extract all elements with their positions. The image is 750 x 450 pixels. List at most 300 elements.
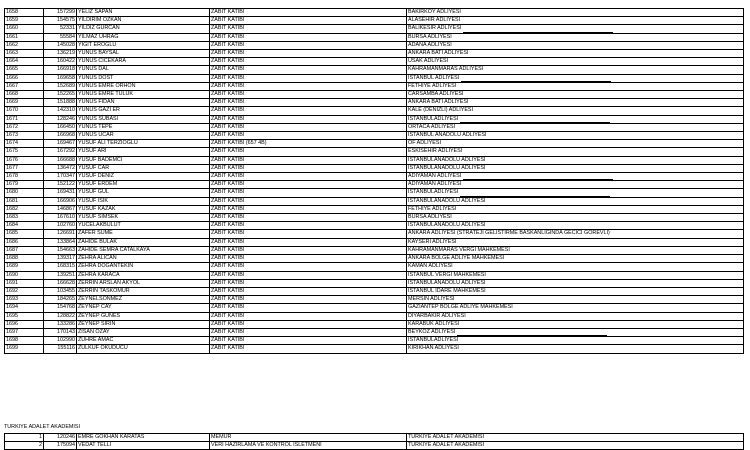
row-title-text: ZABIT KATIBI — [211, 304, 245, 311]
row-number-text: 1676 — [6, 156, 18, 163]
row-court — [407, 82, 744, 90]
table-row — [5, 230, 744, 238]
row-number — [5, 99, 44, 107]
row-sicil-text: 55584 — [60, 33, 75, 40]
row-title-text: ZABIT KATIBI — [211, 107, 245, 114]
row-sicil — [44, 230, 77, 238]
row-name-text: ZEYNELSONMEZ — [78, 296, 123, 303]
row-court-text: MERSIN ADLIYESI — [408, 296, 455, 303]
row-title — [210, 181, 407, 189]
row-title — [210, 9, 407, 17]
row-court-text: ORTACA ADLIYESI — [408, 123, 456, 130]
row-court — [407, 107, 744, 115]
row-sicil — [44, 189, 77, 197]
table-row — [5, 41, 744, 49]
row-name — [77, 345, 210, 353]
row-title — [210, 197, 407, 205]
row-number-text: 1691 — [6, 279, 18, 286]
row-sicil-text: 170143 — [57, 328, 75, 335]
row-title — [210, 205, 407, 213]
row-sicil — [44, 181, 77, 189]
row-title-text: ZABIT KATIBI — [211, 148, 245, 155]
row-title — [210, 25, 407, 33]
row-name — [77, 50, 210, 58]
row-number — [5, 33, 44, 41]
row-title — [210, 140, 407, 148]
row-name-text: ZERRIN ARSLAN AKYOL — [78, 279, 141, 286]
row-court — [407, 246, 744, 254]
row-sicil-text: 166906 — [57, 197, 75, 204]
row-name — [77, 148, 210, 156]
row-court — [407, 296, 744, 304]
row-court — [407, 66, 744, 74]
row-number-text: 1677 — [6, 164, 18, 171]
row-name-text: YUSUF ARI — [78, 148, 107, 155]
row-sicil — [44, 304, 77, 312]
row-name-text: YUNUS UCAR — [78, 132, 114, 139]
row-title-text: ZABIT KATIBI — [211, 271, 245, 278]
row-number-text: 1681 — [6, 197, 18, 204]
table-row — [5, 271, 744, 279]
row-court-text: ADANA ADLIYESI — [408, 41, 452, 48]
row-sicil-text: 166918 — [57, 66, 75, 73]
row-sicil-text: 128822 — [57, 312, 75, 319]
row-sicil-text: 133864 — [57, 238, 75, 245]
table-row — [5, 25, 744, 33]
row-title-text: ZABIT KATIBI — [211, 337, 245, 344]
row-title — [210, 442, 407, 450]
row-sicil-text: 167292 — [57, 148, 75, 155]
row-name — [77, 214, 210, 222]
row-number-text: 1689 — [6, 263, 18, 270]
row-number — [5, 66, 44, 74]
table-row — [5, 287, 744, 295]
row-title — [210, 279, 407, 287]
row-title-text: ZABIT KATIBI — [211, 58, 245, 65]
row-name-text: VEDAT TELLI — [78, 442, 112, 449]
row-sicil — [44, 337, 77, 345]
row-sicil-text: 136472 — [57, 164, 75, 171]
row-sicil-text: 136219 — [57, 50, 75, 57]
row-title — [210, 255, 407, 263]
row-sicil — [44, 33, 77, 41]
table-row — [5, 189, 744, 197]
row-title — [210, 156, 407, 164]
row-number — [5, 25, 44, 33]
row-number — [5, 74, 44, 82]
row-name — [77, 271, 210, 279]
row-sicil — [44, 320, 77, 328]
row-sicil-text: 133286 — [57, 320, 75, 327]
row-court — [407, 173, 744, 181]
row-title — [210, 287, 407, 295]
row-name — [77, 181, 210, 189]
row-number — [5, 238, 44, 246]
table-row — [5, 345, 744, 353]
row-sicil-text: 151888 — [57, 99, 75, 106]
row-number-text: 1666 — [6, 74, 18, 81]
row-number — [5, 337, 44, 345]
row-number — [5, 312, 44, 320]
row-court — [407, 156, 744, 164]
row-number-text: 1678 — [6, 173, 18, 180]
row-number — [5, 181, 44, 189]
row-number — [5, 320, 44, 328]
table-row — [5, 337, 744, 345]
personnel-table — [4, 8, 744, 354]
row-name — [77, 222, 210, 230]
blank-line — [457, 330, 607, 336]
row-number-text: 1687 — [6, 246, 18, 253]
row-name-text: YUCELAKBULUT — [78, 222, 121, 229]
row-title — [210, 50, 407, 58]
row-court — [407, 41, 744, 49]
row-sicil-text: 142310 — [57, 107, 75, 114]
row-sicil-text: 175094 — [57, 442, 75, 449]
row-sicil — [44, 271, 77, 279]
row-name-text: YELIZ SAPAN — [78, 9, 113, 15]
row-name — [77, 25, 210, 33]
row-court — [407, 181, 744, 189]
row-title — [210, 246, 407, 254]
row-title-text: ZABIT KATIBI — [211, 287, 245, 294]
row-court-text: KAHRAMANMARAS VERGI MAHKEMESI — [408, 246, 510, 253]
row-number — [5, 140, 44, 148]
row-number-text: 1673 — [6, 132, 18, 139]
row-title-text: ZABIT KATIBI — [211, 222, 245, 229]
row-number — [5, 230, 44, 238]
row-name-text: ZEHRA KARACA — [78, 271, 120, 278]
row-court-text: ISTANBULANADOLU ADLIYESI — [408, 197, 486, 204]
row-name — [77, 263, 210, 271]
row-number — [5, 17, 44, 25]
row-sicil-text: 52331 — [60, 25, 75, 32]
blank-line — [463, 174, 613, 180]
row-name — [77, 115, 210, 123]
row-sicil — [44, 91, 77, 99]
row-title — [210, 337, 407, 345]
row-name-text: YILDIRIM OZKAN — [78, 17, 122, 24]
row-sicil-text: 166450 — [57, 123, 75, 130]
row-name — [77, 82, 210, 90]
row-number-text: 1661 — [6, 33, 18, 40]
row-number-text: 1674 — [6, 140, 18, 147]
row-sicil — [44, 434, 77, 442]
row-number-text: 1698 — [6, 337, 18, 344]
row-number — [5, 328, 44, 336]
row-number-text: 1664 — [6, 58, 18, 65]
row-court-text: KAMAN ADLIYESI — [408, 263, 453, 270]
row-name-text: YUNUS CICEKARA — [78, 58, 126, 65]
row-title-text: ZABIT KATIBI — [211, 181, 245, 188]
table-row — [5, 82, 744, 90]
row-name — [77, 296, 210, 304]
row-name — [77, 328, 210, 336]
row-name-text: ZULKUF OKUDUCU — [78, 345, 128, 352]
row-court-text: ANKARA ADLIYESI (STRATEJI GELISTIRME BASKANLIGINDA GECICI GOREVLI) — [408, 230, 610, 237]
row-sicil-text: 166628 — [57, 279, 75, 286]
row-number — [5, 197, 44, 205]
row-number-text: 1684 — [6, 222, 18, 229]
table-row — [5, 107, 744, 115]
row-sicil — [44, 312, 77, 320]
row-sicil-text: 168315 — [57, 263, 75, 270]
row-court-text: KIRIKHAN ADLIYESI — [408, 345, 459, 352]
row-title — [210, 222, 407, 230]
row-title — [210, 91, 407, 99]
row-title-text: ZABIT KATIBI — [211, 197, 245, 204]
row-court — [407, 50, 744, 58]
row-title-text: ZABIT KATIBI — [211, 66, 245, 73]
row-number-text: 1690 — [6, 271, 18, 278]
row-number-text: 1680 — [6, 189, 18, 196]
row-sicil — [44, 296, 77, 304]
row-name — [77, 238, 210, 246]
table-row — [5, 304, 744, 312]
row-court-text: ALASEHIR ADLIYESI — [408, 17, 461, 24]
row-court — [407, 74, 744, 82]
row-title — [210, 345, 407, 353]
table-row — [5, 222, 744, 230]
row-number-text: 1658 — [6, 9, 18, 15]
row-title — [210, 33, 407, 41]
row-court-text: ISTANBUL VERGI MAHKEMESI — [408, 271, 486, 278]
table-row — [5, 320, 744, 328]
row-sicil-text: 103455 — [57, 287, 75, 294]
row-number-text: 1671 — [6, 115, 18, 122]
row-court — [407, 442, 744, 450]
row-sicil — [44, 173, 77, 181]
row-number — [5, 279, 44, 287]
row-name — [77, 205, 210, 213]
row-sicil — [44, 82, 77, 90]
row-title — [210, 132, 407, 140]
row-sicil — [44, 156, 77, 164]
row-court-text: USAK ADLIYESI — [408, 58, 449, 65]
row-name — [77, 320, 210, 328]
row-sicil-text: 145028 — [57, 41, 75, 48]
row-sicil-text: 128246 — [57, 115, 75, 122]
row-number-text: 1679 — [6, 181, 18, 188]
table-row — [5, 99, 744, 107]
row-court — [407, 271, 744, 279]
row-court-text: ADIYAMAN ADLIYESI — [408, 173, 462, 180]
row-sicil-text: 169467 — [57, 140, 75, 147]
row-number-text: 1683 — [6, 214, 18, 221]
row-court-text: FETHIYE ADLIYESI — [408, 82, 457, 89]
row-court-text: KARABUK ADLIYESI — [408, 320, 460, 327]
table-row — [5, 214, 744, 222]
row-sicil — [44, 287, 77, 295]
row-title-text: ZABIT KATIBI — [211, 279, 245, 286]
row-number — [5, 222, 44, 230]
row-name-text: YUSUF DENIZ — [78, 173, 114, 180]
row-sicil — [44, 50, 77, 58]
row-number — [5, 255, 44, 263]
row-court — [407, 222, 744, 230]
row-name-text: YUSUF GUL — [78, 189, 109, 196]
row-number — [5, 132, 44, 140]
row-number-text: 1692 — [6, 287, 18, 294]
table-row — [5, 238, 744, 246]
row-sicil-text: 102760 — [57, 222, 75, 229]
row-sicil-text: 152689 — [57, 82, 75, 89]
table-row — [5, 132, 744, 140]
row-number-text: 1669 — [6, 99, 18, 106]
row-title-text: ZABIT KATIBI — [211, 164, 245, 171]
row-court — [407, 25, 744, 33]
row-title — [210, 320, 407, 328]
row-title — [210, 74, 407, 82]
row-court — [407, 197, 744, 205]
table-row — [5, 164, 744, 172]
row-court — [407, 58, 744, 66]
row-court-text: GAZIANTEP BOLGE ADLIYE MAHKEMESI — [408, 304, 513, 311]
row-title-text: ZABIT KATIBI — [211, 156, 245, 163]
row-sicil — [44, 58, 77, 66]
row-number — [5, 214, 44, 222]
row-title-text: ZABIT KATIBI — [211, 345, 245, 352]
table-row — [5, 263, 744, 271]
row-name — [77, 337, 210, 345]
table-row — [5, 279, 744, 287]
row-court-text: BURSA ADLIYESI — [408, 33, 452, 40]
row-name — [77, 304, 210, 312]
row-title-text: ZABIT KATIBI — [211, 74, 245, 81]
row-title — [210, 41, 407, 49]
row-name — [77, 9, 210, 17]
row-sicil — [44, 132, 77, 140]
row-title-text: ZABIT KATIBI — [211, 238, 245, 245]
row-court — [407, 189, 744, 197]
row-name-text: YUNUS DOST — [78, 74, 114, 81]
row-court — [407, 320, 744, 328]
row-name — [77, 442, 210, 450]
row-sicil — [44, 41, 77, 49]
row-sicil-text: 169658 — [57, 74, 75, 81]
row-number — [5, 164, 44, 172]
row-number — [5, 82, 44, 90]
row-name — [77, 434, 210, 442]
row-name-text: ZISAN OZAY — [78, 328, 110, 335]
row-sicil — [44, 99, 77, 107]
table-row — [5, 123, 744, 131]
row-number-text: 1696 — [6, 320, 18, 327]
row-sicil — [44, 74, 77, 82]
row-number-text: 1670 — [6, 107, 18, 114]
row-name — [77, 107, 210, 115]
row-title-text: ZABIT KATIBI — [211, 123, 245, 130]
row-name — [77, 41, 210, 49]
row-sicil-text: 139317 — [57, 255, 75, 262]
section-title: TURKIYE ADALET AKADEMISI — [4, 424, 80, 430]
row-sicil-text: 102990 — [57, 337, 75, 344]
row-name — [77, 140, 210, 148]
row-name-text: YUNUS TEPE — [78, 123, 113, 130]
row-sicil-text: 146867 — [57, 205, 75, 212]
row-sicil-text: 154768 — [57, 304, 75, 311]
table-row — [5, 115, 744, 123]
row-name-text: ZAHIDE BULAK — [78, 238, 117, 245]
row-name-text: ZEYNEP SIRIN — [78, 320, 116, 327]
row-court — [407, 91, 744, 99]
row-title-text: ZABIT KATIBI — [211, 312, 245, 319]
row-title-text: ZABIT KATIBI — [211, 115, 245, 122]
row-title-text: ZABIT KATIBI — [211, 33, 245, 40]
row-title — [210, 99, 407, 107]
row-number-text: 1682 — [6, 205, 18, 212]
blank-line — [463, 27, 613, 33]
row-court — [407, 337, 744, 345]
row-name-text: YUNUS BAYSAL — [78, 50, 119, 57]
row-name-text: YUNUS EMRE ORHON — [78, 82, 136, 89]
table-row — [5, 74, 744, 82]
row-name — [77, 17, 210, 25]
row-title — [210, 296, 407, 304]
row-title-text: ZABIT KATIBI — [211, 41, 245, 48]
row-number — [5, 107, 44, 115]
row-court — [407, 132, 744, 140]
row-name-text: YUSUF ALI TERZIOGLU — [78, 140, 138, 147]
row-sicil — [44, 345, 77, 353]
row-sicil-text: 166688 — [57, 156, 75, 163]
row-sicil-text: 152265 — [57, 91, 75, 98]
row-number-text: 1660 — [6, 25, 18, 32]
row-court-text: BURSA ADLIYESI — [408, 214, 452, 221]
row-sicil — [44, 246, 77, 254]
row-sicil-text: 139251 — [57, 271, 75, 278]
row-number — [5, 58, 44, 66]
row-court-text: ADIYAMAN ADLIYESI — [408, 181, 462, 188]
table-row — [5, 205, 744, 213]
row-court-text: KAHRAMANMARAS ADLIYESI — [408, 66, 484, 73]
table-row — [5, 66, 744, 74]
row-name — [77, 230, 210, 238]
row-title — [210, 304, 407, 312]
row-court-text: DIYARBAKIR ADLIYESI — [408, 312, 466, 319]
row-number-text: 1659 — [6, 17, 18, 24]
row-court-text: ISTANBULANADOLU ADLIYESI — [408, 156, 486, 163]
blank-line — [460, 117, 610, 123]
row-court-text: ISTANBULANADOLU ADLIYESI — [408, 222, 486, 229]
row-title — [210, 115, 407, 123]
row-title-text: ZABIT KATIBI — [211, 320, 245, 327]
row-court-text: ANKARA BOLGE ADLIYE MAHKEMESI — [408, 255, 505, 262]
row-number — [5, 156, 44, 164]
row-sicil-text: 169431 — [57, 189, 75, 196]
row-name — [77, 33, 210, 41]
row-name — [77, 173, 210, 181]
row-name-text: ZEYNEP GUNES — [78, 312, 121, 319]
row-number-text: 1694 — [6, 304, 18, 311]
row-court — [407, 205, 744, 213]
row-name-text: YILMAZ UHRAG — [78, 33, 119, 40]
row-number-text: 1675 — [6, 148, 18, 155]
table-row — [5, 442, 744, 450]
row-court-text: TURKIYE ADALET AKADEMISI — [408, 434, 484, 440]
row-sicil-text: 160422 — [57, 58, 75, 65]
row-sicil-text: 152122 — [57, 181, 75, 188]
row-title-text: ZABIT KATIBI — [211, 296, 245, 303]
row-name — [77, 123, 210, 131]
row-number — [5, 345, 44, 353]
row-court-text: OF ADLIYESI — [408, 140, 441, 147]
row-court — [407, 263, 744, 271]
row-court — [407, 312, 744, 320]
row-court-text: ISTANBULADLIYESI — [408, 189, 459, 196]
row-title — [210, 189, 407, 197]
row-number — [5, 205, 44, 213]
